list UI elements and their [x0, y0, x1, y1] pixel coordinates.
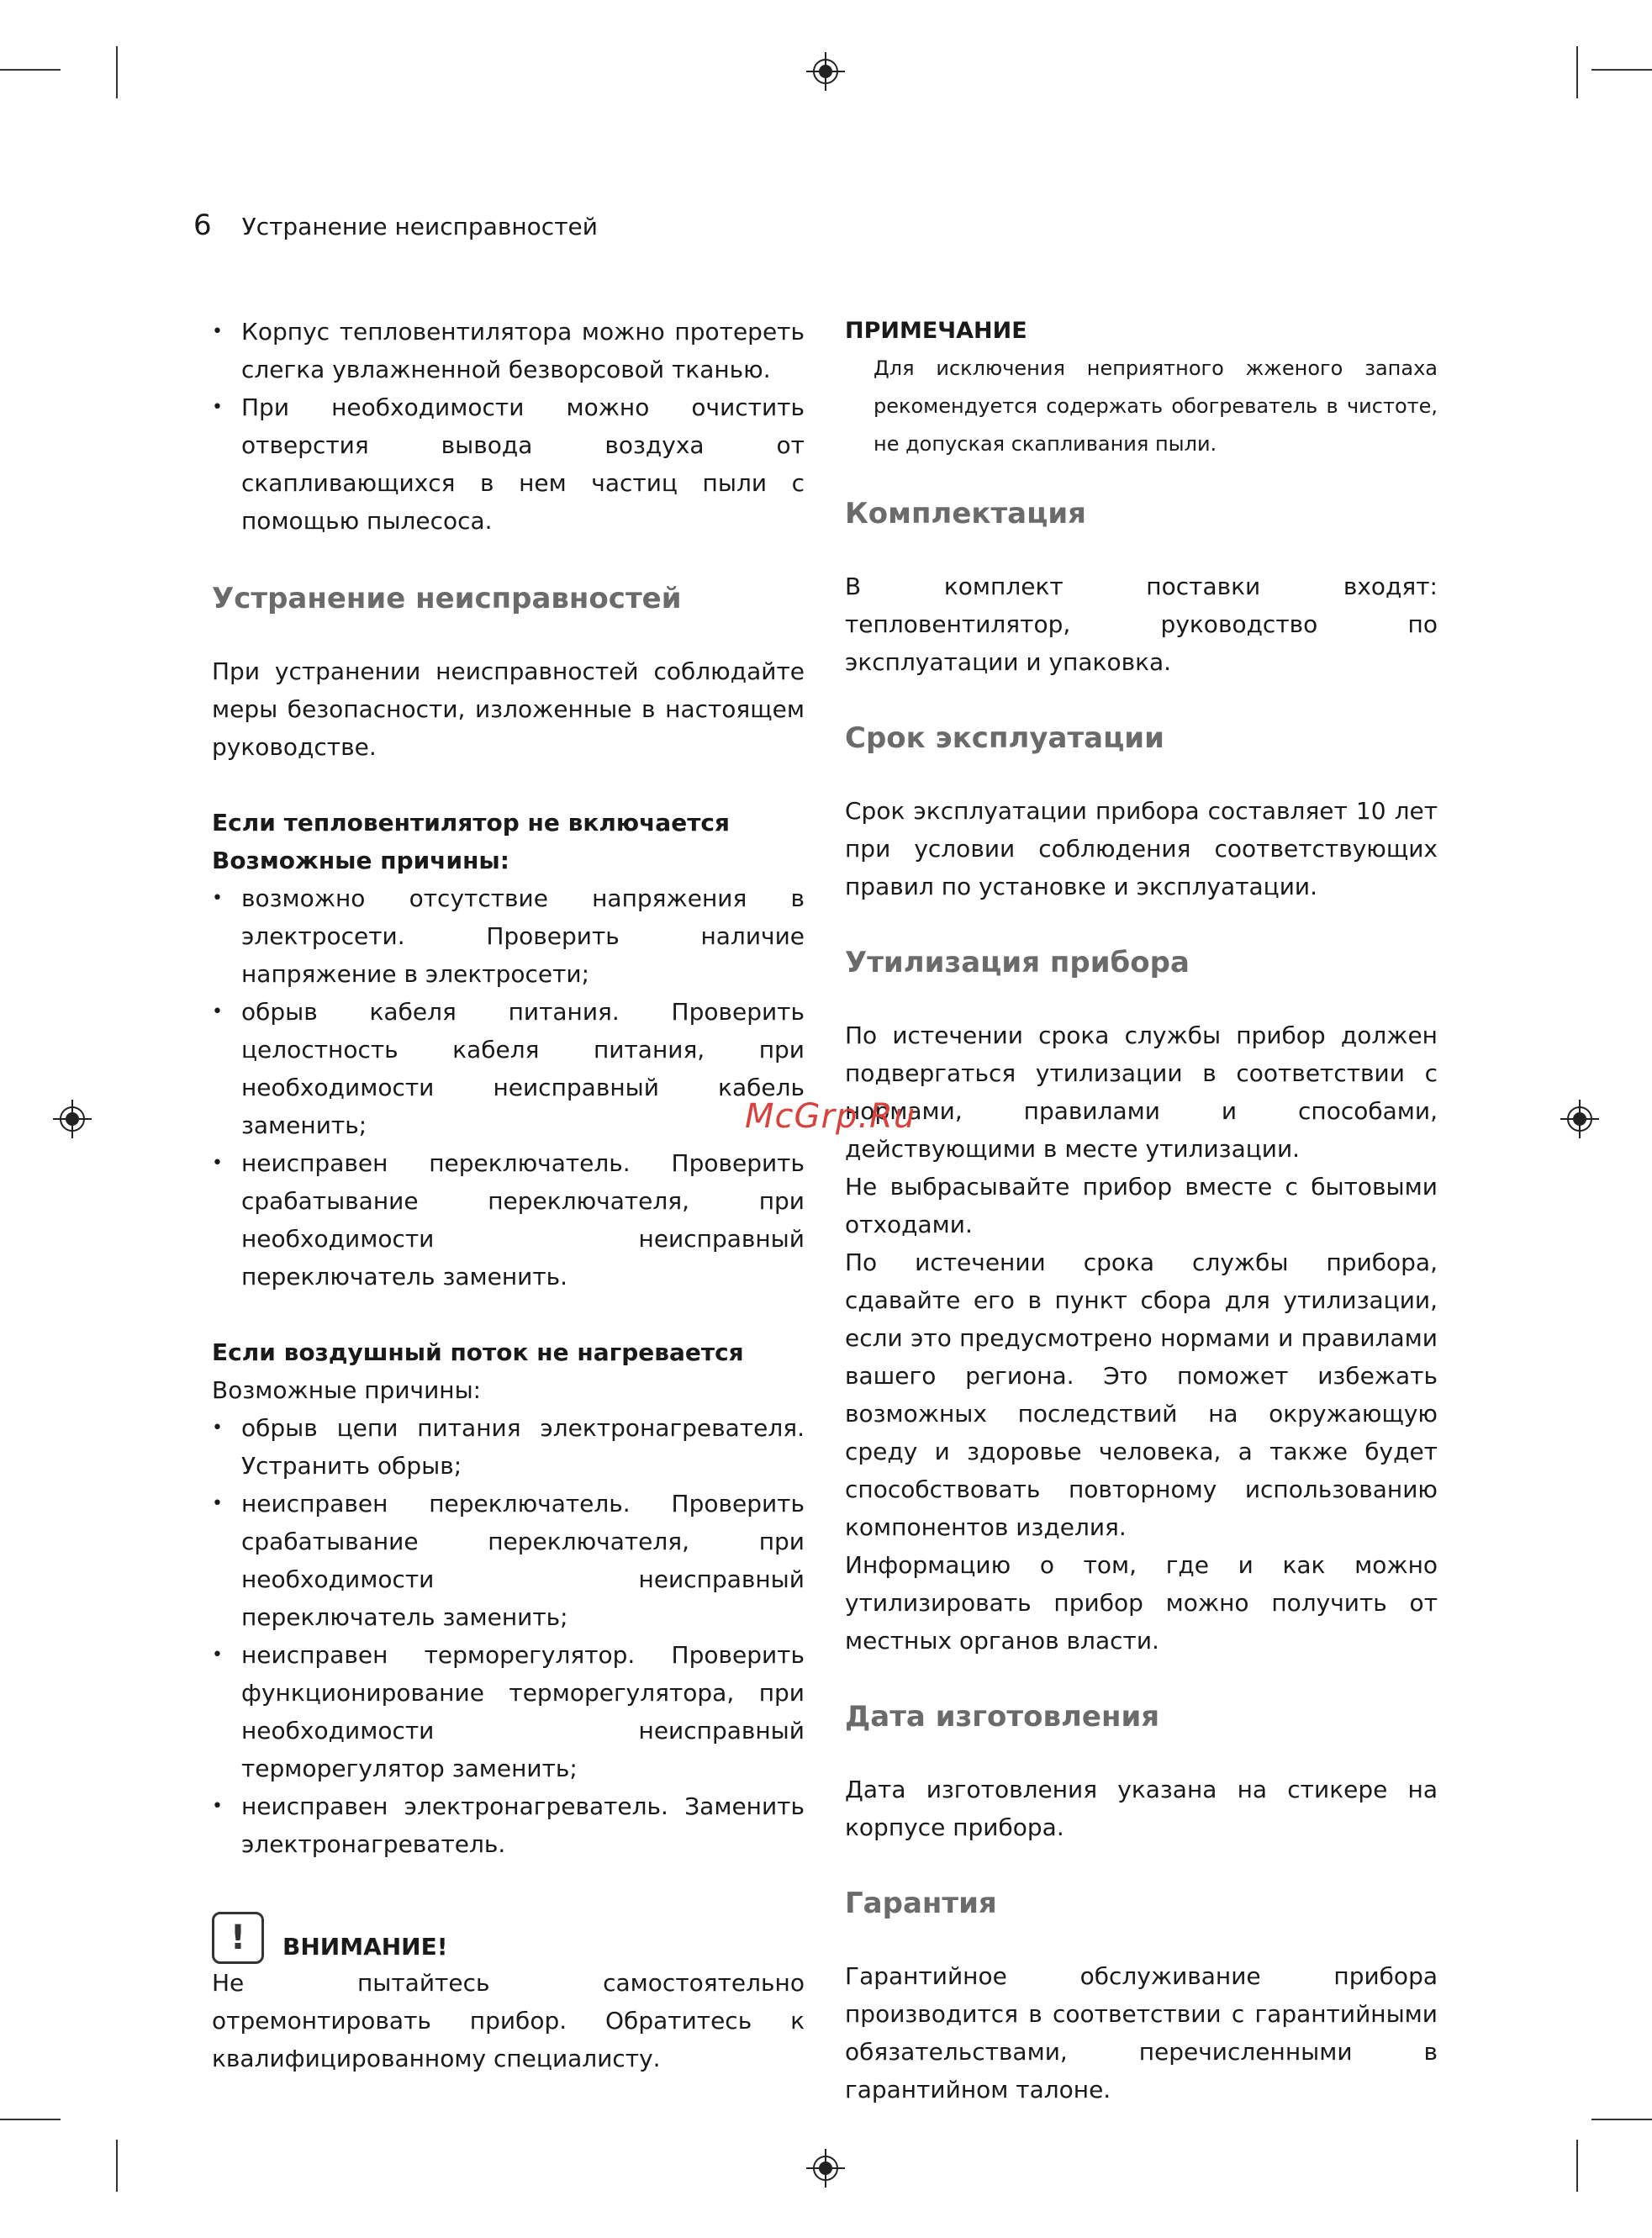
warning-header — [212, 1903, 805, 1964]
disposal-paragraph: Информацию о том, где и как можно утилизировать прибор можно получить от местных органов власти. — [845, 1551, 1438, 1655]
list-item: • При необходимости можно очистить отверстия вывода воздуха от скапливающихся в нем частиц пыли с помощью пылесоса. — [212, 388, 805, 540]
case1-causes-label: Возможные причины: — [212, 847, 509, 874]
crop-mark — [116, 2140, 118, 2192]
troubleshooting-intro: При устранении неисправностей соблюдайте меры безопасности, изложенные в настоящем руководстве. — [212, 657, 805, 761]
disposal-heading: Утилизация прибора — [845, 946, 1190, 979]
case2-causes-label: Возможные причины: — [212, 1376, 482, 1404]
page-number: 6 — [193, 208, 212, 242]
page-header — [193, 208, 598, 245]
watermark: McGrp.Ru — [745, 1097, 916, 1136]
list-item: • неисправен переключатель. Проверить срабатывание переключателя, при необходимости неисправный переключатель заменить; — [212, 1485, 805, 1636]
registration-mark-icon — [53, 1100, 92, 1138]
crop-mark — [1576, 2140, 1578, 2192]
list-item: • обрыв кабеля питания. Проверить целостность кабеля питания, при необходимости неисправный кабель заменить; — [212, 993, 805, 1144]
case1-title: Если тепловентилятор не включается — [212, 809, 730, 837]
registration-mark-icon — [806, 2149, 845, 2188]
list-item: • возможно отсутствие напряжения в электросети. Проверить наличие напряжение в электросети; — [212, 879, 805, 993]
troubleshooting-heading: Устранение неисправностей — [212, 582, 682, 615]
crop-mark — [0, 2119, 61, 2120]
crop-mark — [116, 46, 118, 98]
registration-mark-icon — [806, 52, 845, 91]
crop-mark — [1576, 46, 1578, 98]
running-title: Устранение неисправностей — [241, 213, 598, 240]
disposal-paragraph: Не выбрасывайте прибор вместе с бытовыми отходами. — [845, 1173, 1438, 1238]
list-item: • неисправен переключатель. Проверить срабатывание переключателя, при необходимости неисправный переключатель заменить. — [212, 1144, 805, 1296]
disposal-paragraph: По истечении срока службы прибор должен подвергаться утилизации в соответствии с нормами, правилами и способами, действующими в месте утилизации. — [845, 1021, 1438, 1163]
crop-mark — [1591, 69, 1652, 71]
warning-text: Не пытайтесь самостоятельно отремонтировать прибор. Обратитесь к квалифицированному специалисту. — [212, 1969, 805, 2072]
case1-list — [212, 879, 805, 1296]
right-column — [845, 313, 1438, 2109]
service-life-heading: Срок эксплуатации — [845, 721, 1164, 755]
crop-mark — [1591, 2119, 1652, 2120]
registration-mark-icon — [1560, 1100, 1599, 1138]
disposal-paragraph: По истечении срока службы прибора, сдавайте его в пункт сбора для утилизации, если это предусмотрено нормами и правилами вашего региона. Это поможет избежать возможных последствий на окружающую среду и здоровье человека, а также будет способствовать повторному использованию компонентов изделия. — [845, 1248, 1438, 1541]
case2-list — [212, 1409, 805, 1863]
list-item: • Корпус тепловентилятора можно протереть слегка увлажненной безворсовой тканью. — [212, 313, 805, 388]
note-title: ПРИМЕЧАНИЕ — [845, 318, 1027, 344]
cleaning-list — [212, 313, 805, 540]
service-life-text: Срок эксплуатации прибора составляет 10 лет при условии соблюдения соответствующих правил по установке и эксплуатации. — [845, 797, 1438, 900]
manufacture-date-text: Дата изготовления указана на стикере на корпусе прибора. — [845, 1776, 1438, 1841]
manufacture-date-heading: Дата изготовления — [845, 1700, 1160, 1734]
list-item: • неисправен терморегулятор. Проверить функционирование терморегулятора, при необходимости неисправный терморегулятор заменить; — [212, 1636, 805, 1787]
warning-label: ВНИМАНИЕ! — [282, 1933, 448, 1961]
exclamation-icon: ! — [212, 1912, 264, 1964]
warranty-text: Гарантийное обслуживание прибора производится в соответствии с гарантийными обязательствами, перечисленными в гарантийном талоне. — [845, 1962, 1438, 2103]
list-item: • неисправен электронагреватель. Заменить электронагреватель. — [212, 1787, 805, 1863]
list-item: • обрыв цепи питания электронагревателя. Устранить обрыв; — [212, 1409, 805, 1485]
left-column — [212, 313, 805, 2077]
note-text: Для исключения неприятного жженого запаха рекомендуется содержать обогреватель в чистоте, не допуская скапливания пыли. — [874, 356, 1438, 456]
kit-text: В комплект поставки входят: тепловентилятор, руководство по эксплуатации и упаковка. — [845, 573, 1438, 676]
case2-title: Если воздушный поток не нагревается — [212, 1338, 744, 1366]
kit-heading: Комплектация — [845, 497, 1086, 530]
crop-mark — [0, 69, 61, 71]
warranty-heading: Гарантия — [845, 1887, 997, 1920]
